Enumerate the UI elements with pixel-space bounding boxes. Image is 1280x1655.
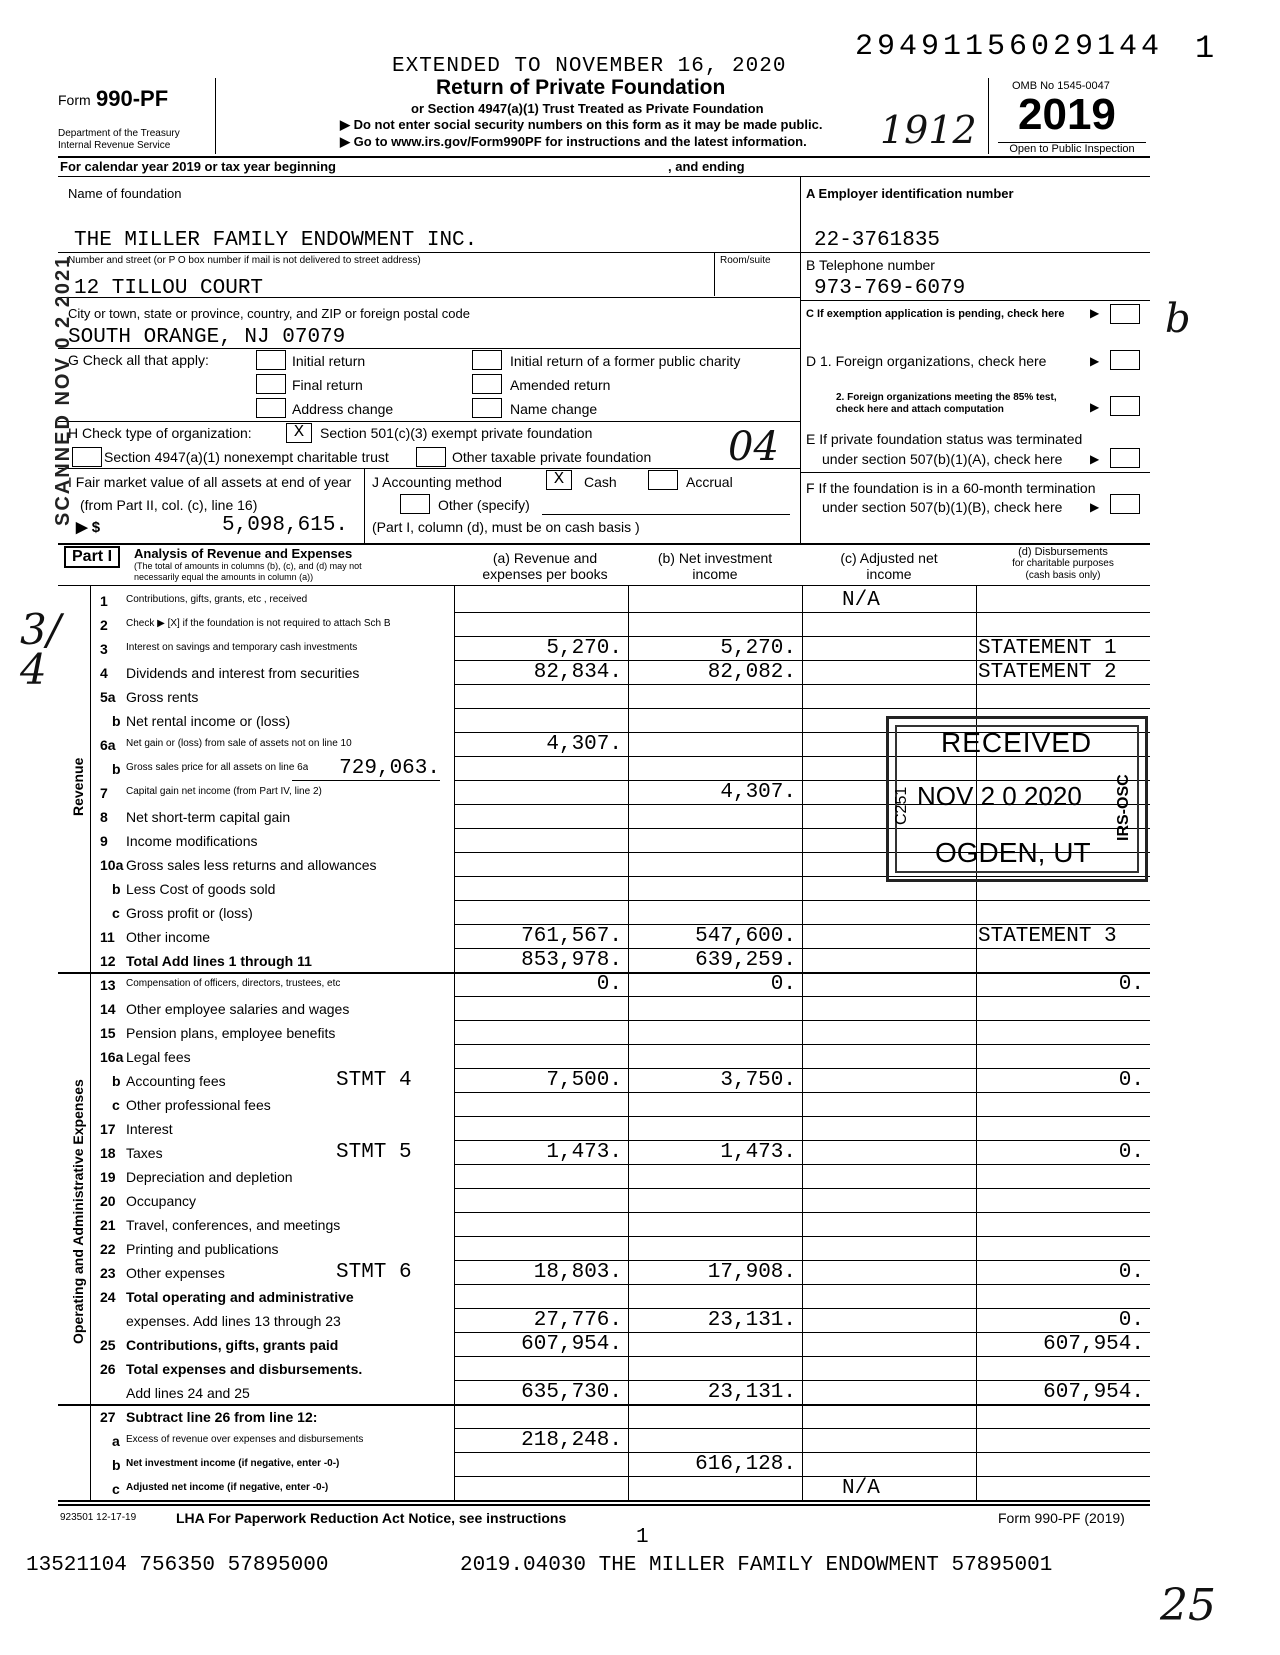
col-b-header: (b) Net investment income xyxy=(657,550,773,582)
col-d-header: (d) Disbursements for charitable purposes (cash basis only) xyxy=(1012,546,1114,581)
handwritten-code: 1912 xyxy=(880,108,977,152)
col-a-header: (a) Revenue and expenses per books xyxy=(482,550,608,582)
line-number: 18 xyxy=(100,1145,116,1161)
line-label: Total expenses and disbursements. xyxy=(126,1361,363,1377)
line-label: Contributions, gifts, grants paid xyxy=(126,1337,339,1353)
stamp-city: OGDEN, UT xyxy=(935,837,1091,868)
statement-ref: STMT 6 xyxy=(336,1261,412,1284)
amount-col-c: N/A xyxy=(842,1477,880,1500)
line-number: 12 xyxy=(100,953,116,969)
part1-desc1: (The total of amounts in columns (b), (c), and (d) may not xyxy=(134,561,362,571)
line-number: 16a xyxy=(100,1049,124,1065)
omb-number: OMB No 1545-0047 xyxy=(1012,80,1110,92)
statement-ref: STMT 5 xyxy=(336,1141,412,1164)
line-label: Taxes xyxy=(126,1145,163,1161)
city-value: SOUTH ORANGE, NJ 07079 xyxy=(68,326,346,349)
handwritten-corner: 25 xyxy=(1160,1580,1216,1631)
page-number: 1 xyxy=(636,1526,649,1549)
e-checkbox[interactable] xyxy=(1110,448,1140,468)
form-subtitle: or Section 4947(a)(1) Trust Treated as Private Foundation xyxy=(411,101,764,116)
amount-col-a: 761,567. xyxy=(521,925,622,948)
c-label: C If exemption application is pending, check here xyxy=(806,308,1065,320)
other-method-label: Other (specify) xyxy=(438,497,530,513)
received-stamp xyxy=(886,716,1148,882)
line-label: Legal fees xyxy=(126,1049,191,1065)
line-label: Gross sales price for all assets on line 6a xyxy=(126,762,309,773)
scanned-stamp: SCANNED NOV 0 2 2021 xyxy=(52,254,74,526)
amended-return-label: Amended return xyxy=(510,377,611,393)
line-label: Travel, conferences, and meetings xyxy=(126,1217,341,1233)
initial-former-label: Initial return of a former public charity xyxy=(510,353,741,369)
d1-checkbox[interactable] xyxy=(1110,350,1140,370)
line-label: Other income xyxy=(126,929,211,945)
stamp-date: NOV 2 0 2020 xyxy=(917,781,1082,811)
d2-checkbox[interactable] xyxy=(1110,396,1140,416)
name-change-label: Name change xyxy=(510,401,598,417)
i-line1: I Fair market value of all assets at end of year xyxy=(68,474,352,490)
section-4947-label: Section 4947(a)(1) nonexempt charitable trust xyxy=(104,449,389,465)
street-label: Number and street (or P O box number if mail is not delivered to street address) xyxy=(68,255,421,266)
final-return-label: Final return xyxy=(292,377,363,393)
amount-col-d: STATEMENT 1 xyxy=(978,637,1117,660)
line-label: Net rental income or (loss) xyxy=(126,713,291,729)
line-label: Accounting fees xyxy=(126,1073,226,1089)
address-change-label: Address change xyxy=(292,401,394,417)
line-number: 3 xyxy=(100,641,108,657)
cash-checkbox[interactable]: X xyxy=(546,470,572,490)
gross-sales-price: 729,063. xyxy=(292,757,440,781)
amount-col-b: 5,270. xyxy=(720,637,796,660)
phone-label: B Telephone number xyxy=(806,257,935,273)
e-line2: under section 507(b)(1)(A), check here xyxy=(822,451,1063,467)
line-number: 5a xyxy=(100,689,116,705)
room-label: Room/suite xyxy=(720,255,771,266)
other-taxable-label: Other taxable private foundation xyxy=(452,449,652,465)
form-number: 990-PF xyxy=(96,86,169,111)
handwritten-h: 04 xyxy=(728,424,779,470)
line-label: Gross rents xyxy=(126,689,199,705)
footer-lha: LHA For Paperwork Reduction Act Notice, see instructions xyxy=(176,1510,567,1526)
line-number: 13 xyxy=(100,977,116,993)
line-label: Capital gain net income (from Part IV, line 2) xyxy=(126,786,322,797)
line-number: c xyxy=(112,1097,120,1113)
line-label: Pension plans, employee benefits xyxy=(126,1025,336,1041)
amount-col-b: 1,473. xyxy=(720,1141,796,1164)
stamp-received: RECEIVED xyxy=(941,727,1093,758)
line-label: Less Cost of goods sold xyxy=(126,881,276,897)
footer-code: 923501 12-17-19 xyxy=(60,1512,137,1523)
e-line1: E If private foundation status was terminated xyxy=(806,431,1083,447)
line-number: b xyxy=(112,713,121,729)
stamp-left-code: C251 xyxy=(893,786,910,825)
handwritten-c: b xyxy=(1165,296,1191,342)
h-label: H Check type of organization: xyxy=(68,425,252,441)
line-number: c xyxy=(112,1481,120,1497)
fair-market-value: 5,098,615. xyxy=(222,514,349,537)
section-4947-checkbox[interactable] xyxy=(72,447,102,467)
other-taxable-checkbox[interactable] xyxy=(416,447,446,467)
page-mark: 1 xyxy=(1195,30,1215,67)
line-label: Contributions, gifts, grants, etc , received xyxy=(126,594,308,605)
dln-number: 29491156029144 xyxy=(855,30,1164,64)
line-number: 2 xyxy=(100,617,108,633)
line-number: 19 xyxy=(100,1169,116,1185)
line-number: b xyxy=(112,761,121,777)
other-method-checkbox[interactable] xyxy=(400,494,430,514)
line-number: 1 xyxy=(100,593,108,609)
line-number: b xyxy=(112,1457,121,1473)
amount-col-d: 607,954. xyxy=(1043,1333,1144,1356)
and-ending-label: , and ending xyxy=(668,159,745,174)
initial-return-checkbox[interactable] xyxy=(256,350,286,370)
line-number: 21 xyxy=(100,1217,116,1233)
address-change-checkbox[interactable] xyxy=(256,398,286,418)
c-checkbox[interactable] xyxy=(1110,304,1140,324)
line-label: Gross profit or (loss) xyxy=(126,905,253,921)
amount-col-a: 853,978. xyxy=(521,949,622,972)
line-label: Total Add lines 1 through 11 xyxy=(126,953,312,969)
stamp-right-code: IRS-OSC xyxy=(1115,774,1132,841)
name-label: Name of foundation xyxy=(68,186,182,201)
line-label: Other professional fees xyxy=(126,1097,271,1113)
line-label: Total operating and administrative xyxy=(126,1289,354,1305)
footer-form: Form 990-PF (2019) xyxy=(998,1510,1125,1526)
accrual-checkbox[interactable] xyxy=(648,470,678,490)
public-inspection: Open to Public Inspection xyxy=(998,142,1146,155)
line-number: 25 xyxy=(100,1337,116,1353)
line-number: c xyxy=(112,905,120,921)
amount-col-d: 0. xyxy=(1118,1261,1144,1284)
amount-col-a: 635,730. xyxy=(521,1381,622,1404)
amount-col-b: 639,259. xyxy=(695,949,796,972)
line-label: Add lines 24 and 25 xyxy=(126,1385,250,1401)
line-label: Compensation of officers, directors, trustees, etc xyxy=(126,978,341,989)
line-number: 11 xyxy=(100,929,115,945)
line-label: Other employee salaries and wages xyxy=(126,1001,350,1017)
j-label: J Accounting method xyxy=(372,474,502,490)
col-c-header: (c) Adjusted net income xyxy=(840,550,938,582)
amount-col-a: 218,248. xyxy=(521,1429,622,1452)
line-number: 22 xyxy=(100,1241,116,1257)
line-label: Net investment income (if negative, enter -0-) xyxy=(126,1458,340,1469)
amount-col-d: 0. xyxy=(1118,1069,1144,1092)
part1-tag: Part I xyxy=(64,546,120,568)
initial-former-checkbox[interactable] xyxy=(472,350,502,370)
foundation-name: THE MILLER FAMILY ENDOWMENT INC. xyxy=(74,229,478,252)
d2-line1: 2. Foreign organizations meeting the 85% test, xyxy=(836,392,1057,403)
amount-col-a: 1,473. xyxy=(546,1141,622,1164)
amount-col-a: 4,307. xyxy=(546,733,622,756)
bottom-right-code: 2019.04030 THE MILLER FAMILY ENDOWMENT 57895001 xyxy=(460,1554,1053,1577)
cash-label: Cash xyxy=(584,474,617,490)
amount-col-b: 547,600. xyxy=(695,925,796,948)
line-label: Adjusted net income (if negative, enter -0-) xyxy=(126,1482,329,1493)
line-number: 27 xyxy=(100,1409,116,1425)
line-label: Net short-term capital gain xyxy=(126,809,291,825)
part1-title: Analysis of Revenue and Expenses xyxy=(134,546,353,561)
line-label: Excess of revenue over expenses and disbursements xyxy=(126,1434,364,1445)
line-label: Check ▶ [X] if the foundation is not required to attach Sch B xyxy=(126,618,391,629)
statement-ref: STMT 4 xyxy=(336,1069,412,1092)
dept-irs: Internal Revenue Service xyxy=(58,140,171,151)
f-line1: F If the foundation is in a 60-month termination xyxy=(806,480,1096,496)
form-word: Form xyxy=(58,92,91,108)
street-value: 12 TILLOU COURT xyxy=(74,277,264,300)
amount-col-a: 7,500. xyxy=(546,1069,622,1092)
d2-line2: check here and attach computation xyxy=(836,404,1004,415)
line-label: Net gain or (loss) from sale of assets not on line 10 xyxy=(126,738,352,749)
amount-col-d: 0. xyxy=(1118,973,1144,996)
tax-year: 2019 xyxy=(1018,90,1116,139)
g-label: G Check all that apply: xyxy=(68,352,209,368)
f-line2: under section 507(b)(1)(B), check here xyxy=(822,499,1063,515)
line-number: 15 xyxy=(100,1025,116,1041)
ein-value: 22-3761835 xyxy=(814,229,941,252)
notice-website: ▶ Go to www.irs.gov/Form990PF for instructions and the latest information. xyxy=(340,134,807,149)
line-number: 10a xyxy=(100,857,124,873)
line-label: Occupancy xyxy=(126,1193,197,1209)
side-expenses: Operating and Administrative Expenses xyxy=(70,1079,86,1344)
line-number: 26 xyxy=(100,1361,116,1377)
form-title: Return of Private Foundation xyxy=(436,76,726,99)
section-501c3-checkbox[interactable]: X xyxy=(286,423,312,443)
amount-col-a: 5,270. xyxy=(546,637,622,660)
line-label: Gross sales less returns and allowances xyxy=(126,857,377,873)
ein-label: A Employer identification number xyxy=(806,186,1014,201)
line-label: expenses. Add lines 13 through 23 xyxy=(126,1313,341,1329)
line-number: b xyxy=(112,881,121,897)
j-note: (Part I, column (d), must be on cash basis ) xyxy=(372,519,640,535)
phone-value: 973-769-6079 xyxy=(814,277,966,300)
amount-col-b: 17,908. xyxy=(707,1261,796,1284)
accrual-label: Accrual xyxy=(686,474,733,490)
amount-col-b: 4,307. xyxy=(720,781,796,804)
name-change-checkbox[interactable] xyxy=(472,398,502,418)
amount-col-d: 0. xyxy=(1118,1309,1144,1332)
line-number: a xyxy=(112,1433,120,1449)
i-line2: (from Part II, col. (c), line 16) xyxy=(80,497,258,513)
amount-col-a: 607,954. xyxy=(521,1333,622,1356)
line-label: Interest on savings and temporary cash investments xyxy=(126,642,358,653)
line-number: 20 xyxy=(100,1193,116,1209)
line-number: b xyxy=(112,1073,121,1089)
f-checkbox[interactable] xyxy=(1110,494,1140,514)
line-label: Dividends and interest from securities xyxy=(126,665,360,681)
amount-col-b: 616,128. xyxy=(695,1453,796,1476)
line-number: 9 xyxy=(100,833,108,849)
line-label: Printing and publications xyxy=(126,1241,279,1257)
line-number: 14 xyxy=(100,1001,116,1017)
line-label: Subtract line 26 from line 12: xyxy=(126,1409,318,1425)
amount-col-a: 18,803. xyxy=(533,1261,622,1284)
line-label: Other expenses xyxy=(126,1265,225,1281)
amount-col-b: 82,082. xyxy=(707,661,796,684)
initial-return-label: Initial return xyxy=(292,353,366,369)
section-501c3-label: Section 501(c)(3) exempt private foundation xyxy=(320,425,593,441)
amount-col-d: STATEMENT 2 xyxy=(978,661,1117,684)
bottom-left-code: 13521104 756350 57895000 xyxy=(26,1554,329,1577)
line-number: 23 xyxy=(100,1265,116,1281)
dept-treasury: Department of the Treasury xyxy=(58,128,180,139)
amount-col-c: N/A xyxy=(842,589,880,612)
line-label: Depreciation and depletion xyxy=(126,1169,293,1185)
line-number: 4 xyxy=(100,665,108,681)
amount-col-a: 82,834. xyxy=(533,661,622,684)
amount-col-b: 23,131. xyxy=(707,1381,796,1404)
amended-return-checkbox[interactable] xyxy=(472,374,502,394)
amount-col-a: 27,776. xyxy=(533,1309,622,1332)
amount-col-d: 607,954. xyxy=(1043,1381,1144,1404)
line-number: 24 xyxy=(100,1289,116,1305)
line-number: 17 xyxy=(100,1121,116,1137)
handwritten-left: 3/4 xyxy=(20,605,61,694)
line-number: 6a xyxy=(100,737,116,753)
amount-col-d: STATEMENT 3 xyxy=(978,925,1117,948)
line-number: 8 xyxy=(100,809,108,825)
extended-notice: EXTENDED TO NOVEMBER 16, 2020 xyxy=(392,55,787,78)
part1-desc2: necessarily equal the amounts in column (a)) xyxy=(134,572,314,582)
i-line3: ▶ $ xyxy=(76,519,101,536)
side-revenue: Revenue xyxy=(70,757,86,816)
amount-col-b: 3,750. xyxy=(720,1069,796,1092)
notice-ssn: ▶ Do not enter social security numbers on this form as it may be made public. xyxy=(340,117,823,132)
line-number: 7 xyxy=(100,785,108,801)
d1-label: D 1. Foreign organizations, check here xyxy=(806,353,1047,369)
amount-col-a: 0. xyxy=(596,973,622,996)
line-label: Income modifications xyxy=(126,833,258,849)
line-label: Interest xyxy=(126,1121,173,1137)
amount-col-b: 23,131. xyxy=(707,1309,796,1332)
final-return-checkbox[interactable] xyxy=(256,374,286,394)
amount-col-b: 0. xyxy=(770,973,796,996)
amount-col-d: 0. xyxy=(1118,1141,1144,1164)
city-label: City or town, state or province, country, and ZIP or foreign postal code xyxy=(68,306,470,321)
calendar-year-label: For calendar year 2019 or tax year beginning xyxy=(60,159,337,174)
